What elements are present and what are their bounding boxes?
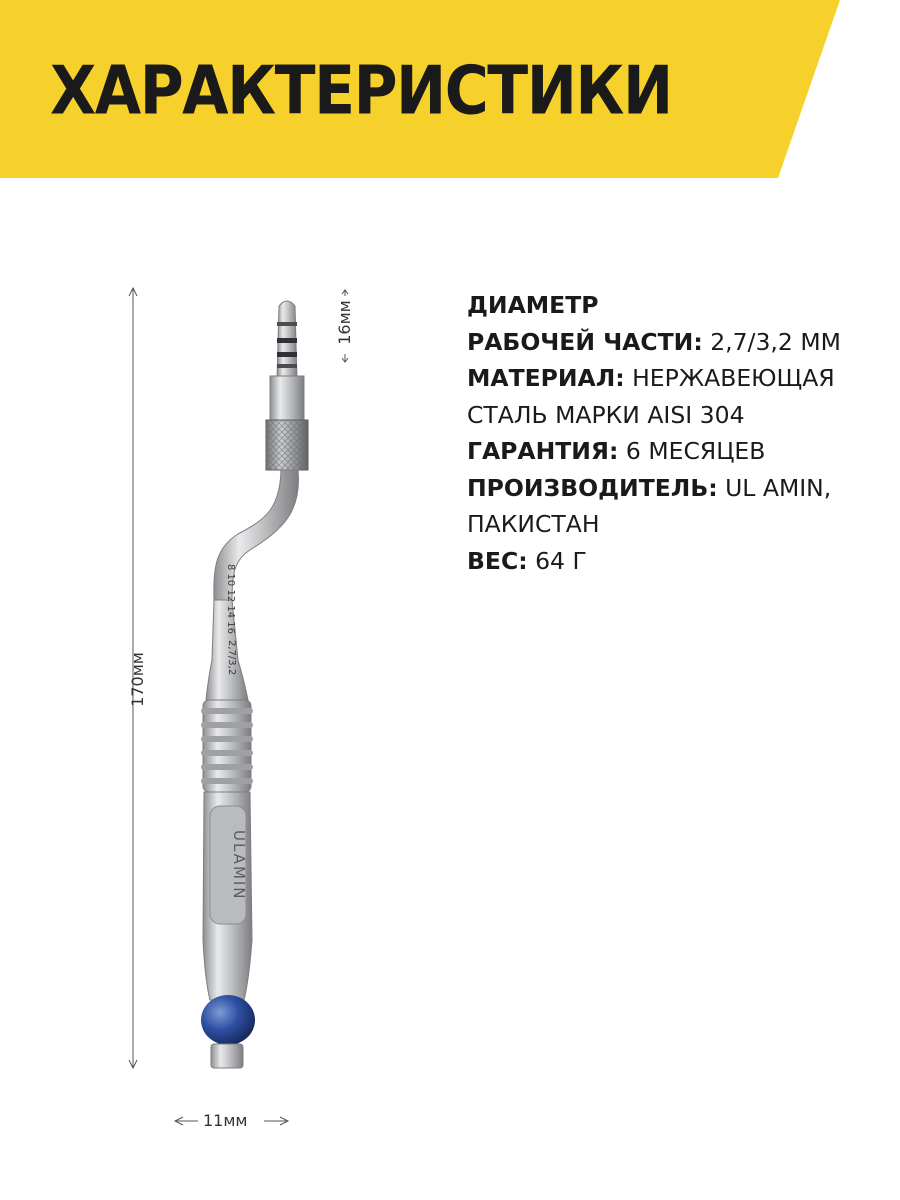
total-length-label: 170мм [127, 652, 147, 707]
weight-value: 64 Г [527, 546, 587, 575]
brand-engraving: ULAMIN [230, 830, 248, 901]
ribbed-grip [201, 700, 253, 792]
size-engraving: 2,7/3,2 [226, 640, 237, 676]
working-tip [277, 301, 297, 380]
diameter-label-cont: РАБОЧЕЙ ЧАСТИ: [467, 327, 703, 356]
end-cap [211, 1044, 243, 1068]
material-label: МАТЕРИАЛ: [467, 364, 625, 392]
warranty-label: ГАРАНТИЯ: [467, 437, 619, 465]
knurled-nut [266, 420, 308, 470]
tip-length-label: 16мм [334, 300, 354, 345]
handle-ball [201, 995, 255, 1045]
diameter-value: 2,7/3,2 ММ [702, 327, 841, 356]
manufacturer-value: UL AMIN, [717, 473, 832, 502]
diameter-label: ДИАМЕТР [467, 291, 599, 319]
scale-marks: 8 10 12 14 16 [225, 564, 236, 634]
manufacturer-label: ПРОИЗВОДИТЕЛЬ: [467, 473, 718, 502]
handle-width-label: 11мм [203, 1111, 248, 1130]
manufacturer-value-cont: ПАКИСТАН [467, 510, 600, 538]
weight-label: ВЕС: [467, 546, 528, 575]
material-value: НЕРЖАВЕЮЩАЯ [624, 364, 835, 392]
material-value-cont: СТАЛЬ МАРКИ AISI 304 [467, 400, 745, 429]
warranty-value: 6 МЕСЯЦЕВ [618, 437, 766, 465]
page-title: ХАРАКТЕРИСТИКИ [50, 52, 672, 131]
collar [270, 376, 304, 420]
